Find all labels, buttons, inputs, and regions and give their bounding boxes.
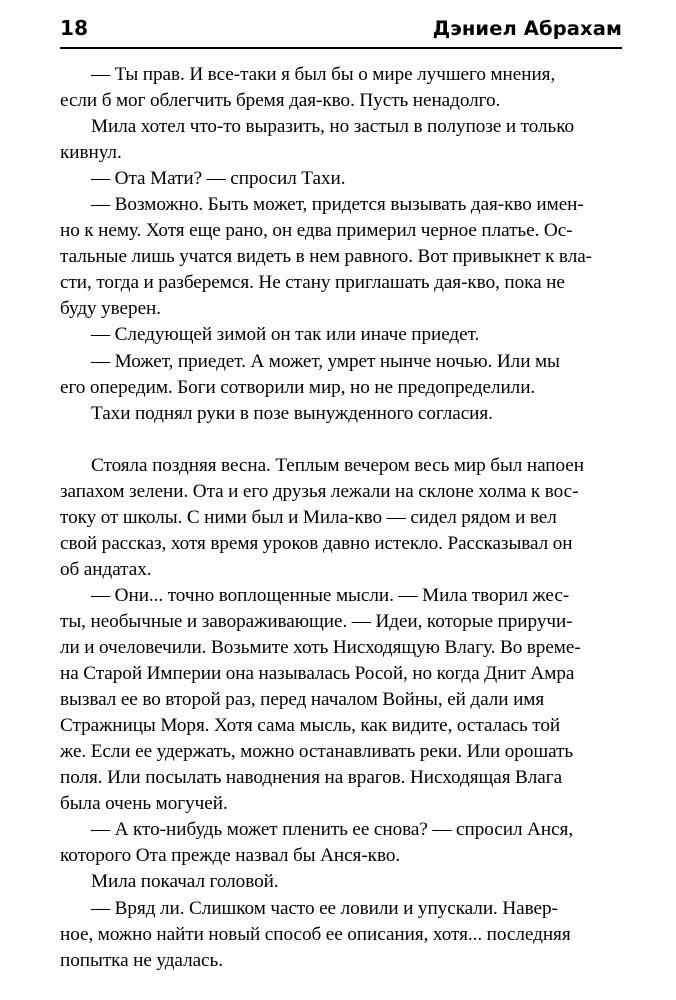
- text-line: вызвал ее во второй раз, перед началом Войны, ей дали имя: [60, 689, 545, 711]
- text-line: току от школы. С ними был и Мила-кво — сидел рядом и вел: [60, 506, 557, 528]
- dialogue-paragraph: [60, 583, 622, 817]
- text-line: — Возможно. Быть может, придется вызывать дая-кво имен-: [91, 194, 584, 216]
- running-head: [60, 18, 622, 39]
- text-line: — Может, приедет. А может, умрет нынче ночью. Или мы: [91, 350, 560, 372]
- text-line: ное, можно найти новый способ ее описания, хотя... последняя: [60, 923, 571, 945]
- text-line: же. Если ее удержать, можно останавливать реки. Или орошать: [60, 741, 574, 763]
- text-line: поля. Или посылать наводнения на врагов. Нисходящая Влага: [60, 767, 563, 789]
- text-line: — Вряд ли. Слишком часто ее ловили и упускали. Навер-: [91, 897, 558, 919]
- text-line: — Ты прав. И все-таки я был бы о мире лучшего мнения,: [91, 64, 556, 85]
- text-line: Мила хотел что-то выразить, но застыл в полупозе и только: [91, 116, 575, 138]
- text-line: кивнул.: [60, 142, 122, 164]
- text-line: — А кто-нибудь может пленить ее снова? — спросил Анся,: [91, 819, 574, 841]
- dialogue-paragraph: [60, 62, 622, 114]
- text-line: — Ота Мати? — спросил Тахи.: [91, 168, 346, 190]
- text-line: Стояла поздняя весна. Теплым вечером весь мир был напоен: [91, 454, 584, 476]
- text-line: буду уверен.: [60, 298, 162, 320]
- narration-paragraph: [60, 401, 622, 427]
- text-line: ли и очеловечили. Возьмите хоть Нисходящую Влагу. Во време-: [60, 637, 581, 659]
- text-line: Тахи поднял руки в позе вынужденного согласия.: [91, 402, 493, 424]
- text-line: — Они... точно воплощенные мысли. — Мила творил жес-: [91, 584, 570, 606]
- scene-break-spacer: [60, 427, 622, 453]
- text-line: но к нему. Хотя еще рано, он едва примерил черное платье. Ос-: [60, 220, 573, 242]
- header-rule-divider: [60, 47, 622, 49]
- narration-paragraph: [60, 453, 622, 583]
- text-line: на Старой Империи она называлась Росой, но когда Днит Амра: [60, 663, 575, 685]
- text-line: — Следующей зимой он так или иначе приедет.: [91, 324, 480, 346]
- text-line: попытка не удалась.: [60, 949, 223, 971]
- dialogue-paragraph: [60, 349, 622, 401]
- text-line: тальные лишь учатся видеть в нем равного. Вот привыкнет к вла-: [60, 246, 593, 268]
- text-line: если б мог облегчить бремя дая-кво. Пусть ненадолго.: [60, 90, 501, 112]
- narration-paragraph: [60, 114, 622, 166]
- text-line: которого Ота прежде назвал бы Анся-кво.: [60, 845, 401, 867]
- text-line: Мила покачал головой.: [91, 871, 279, 893]
- book-author-name: Дэниел Абрахам: [432, 17, 622, 40]
- text-line: была очень могучей.: [60, 793, 228, 815]
- text-line: запахом зелени. Ота и его друзья лежали на склоне холма к вос-: [60, 480, 579, 502]
- dialogue-paragraph: [60, 192, 622, 322]
- text-line: свой рассказ, хотя время уроков давно истекло. Рассказывал он: [60, 532, 573, 554]
- text-line: Стражницы Моря. Хотя сама мысль, как видите, осталась той: [60, 715, 561, 737]
- dialogue-paragraph: [60, 166, 622, 192]
- text-line: ты, необычные и завораживающие. — Идеи, которые приручи-: [60, 610, 573, 632]
- dialogue-paragraph: [60, 896, 622, 974]
- dialogue-paragraph: [60, 322, 622, 348]
- text-line: об андатах.: [60, 558, 152, 580]
- text-line: сти, тогда и разберемся. Не стану приглашать дая-кво, пока не: [60, 272, 565, 294]
- body-text-block: [60, 62, 622, 974]
- dialogue-paragraph: [60, 817, 622, 869]
- page-number: 18: [60, 16, 89, 40]
- text-line: его опередим. Боги сотворили мир, но не предопределили.: [60, 376, 536, 398]
- narration-paragraph: [60, 869, 622, 895]
